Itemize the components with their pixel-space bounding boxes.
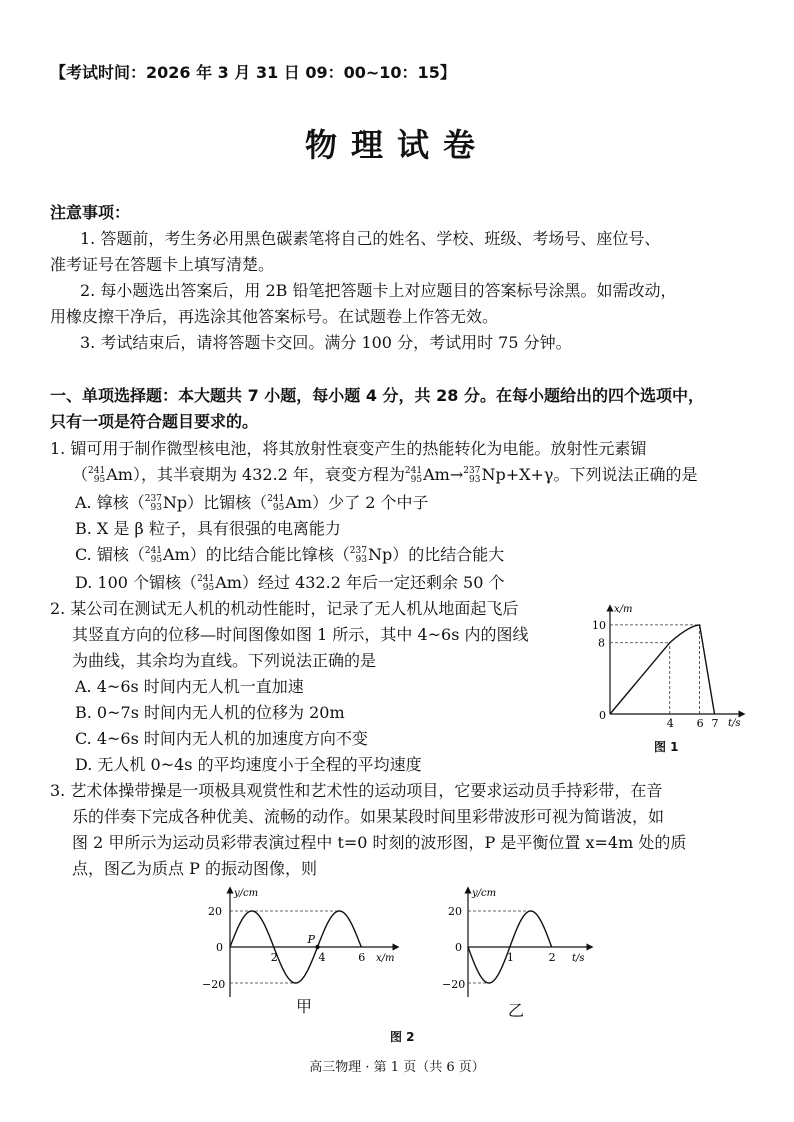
notice-item-1a: 1. 答题前，考生务必用黑色碳素笔将自己的姓名、学校、班级、考场号、座位号、	[80, 229, 661, 248]
fig1-xtick-6: 6	[696, 717, 704, 730]
fig2a-x-6: 6	[358, 951, 366, 964]
page-title: 物理试卷	[304, 126, 489, 164]
figure-2-right-label: 乙	[508, 1001, 525, 1020]
section1-heading-b: 只有一项是符合题目要求的。	[50, 412, 259, 431]
page-footer: 高三物理 · 第 1 页（共 6 页）	[309, 1060, 485, 1075]
fig2b-y-bot: −20	[442, 978, 466, 991]
notice-item-2b: 用橡皮擦干净后，再选涂其他答案标号。在试题卷上作答无效。	[50, 307, 499, 326]
q1-option-c: C. 镅核（ 241 95 Am）的比结合能比镎核（ 237 93 Np）的比结合能大	[75, 545, 505, 565]
fig2b-y-top: 20	[448, 905, 462, 918]
fig2a-x-4: 4	[318, 951, 326, 964]
figure-1-chart	[590, 598, 750, 758]
q1-option-a: A. 镎核（ 237 93 Np）比镅核（ 241 95 Am）少了 2 个中子	[75, 493, 429, 513]
q1-stem-line1: 1. 镅可用于制作微型核电池，将其放射性衰变产生的热能转化为电能。放射性元素镅	[50, 439, 647, 458]
fig2a-y-bot: −20	[202, 978, 226, 991]
fig2a-ylabel: y/cm	[234, 888, 259, 899]
q3-stem-line4: 点，图乙为质点 P 的振动图像，则	[72, 859, 317, 878]
fig2b-t-2: 2	[548, 951, 556, 964]
fig2a-y-zero: 0	[216, 941, 223, 954]
figure-2-caption: 图 2	[390, 1030, 415, 1044]
q1-stem-line2: （ 241 95 Am），其半衰期为 432.2 年，衰变方程为 241 95 Am→ 237 93 Np+X+γ。下列说法正确的是	[72, 465, 698, 485]
figure-2-vibration-chart	[440, 882, 600, 1007]
fig2b-ylabel: y/cm	[472, 888, 497, 899]
q3-stem-line3: 图 2 甲所示为运动员彩带表演过程中 t=0 时刻的波形图，P 是平衡位置 x=4m 处的质	[72, 833, 687, 852]
q1-option-d: D. 100 个镅核（ 241 95 Am）经过 432.2 年后一定还剩余 50 个	[75, 573, 505, 593]
figure-2-wave-chart	[196, 882, 406, 1007]
q2-option-b: B. 0~7s 时间内无人机的位移为 20m	[75, 703, 345, 722]
fig2a-point-label: P	[307, 933, 315, 946]
notice-heading: 注意事项：	[50, 203, 131, 222]
q2-stem-line1: 2. 某公司在测试无人机的机动性能时，记录了无人机从地面起飞后	[50, 599, 519, 618]
q1-option-b: B. X 是 β 粒子，具有很强的电离能力	[75, 519, 341, 538]
q2-option-d: D. 无人机 0~4s 的平均速度小于全程的平均速度	[75, 755, 422, 774]
fig1-origin: 0	[599, 709, 606, 722]
fig2a-x-2: 2	[270, 951, 278, 964]
section1-heading-a: 一、单项选择题：本大题共 7 小题，每小题 4 分，共 28 分。在每小题给出的四个选项中，	[50, 386, 704, 405]
fig1-xlabel: t/s	[728, 718, 741, 729]
fig1-curve	[610, 625, 715, 714]
fig2a-point-p	[315, 945, 319, 949]
q2-option-a: A. 4~6s 时间内无人机一直加速	[75, 677, 304, 696]
fig2b-y-zero: 0	[455, 941, 462, 954]
figure-2-left-label: 甲	[296, 997, 313, 1016]
q3-stem-line2: 乐的伴奏下完成各种优美、流畅的动作。如果某段时间里彩带波形可视为简谐波，如	[72, 807, 665, 826]
q2-stem-line3: 为曲线，其余均为直线。下列说法正确的是	[72, 651, 377, 670]
fig1-ytick-8: 8	[598, 636, 605, 650]
notice-item-2a: 2. 每小题选出答案后，用 2B 铅笔把答题卡上对应题目的答案标号涂黑。如需改动，	[80, 281, 677, 300]
fig1-xtick-4: 4	[666, 717, 674, 730]
fig1-ytick-10: 10	[592, 618, 606, 632]
figure-1-caption: 图 1	[654, 740, 679, 754]
q2-option-c: C. 4~6s 时间内无人机的加速度方向不变	[75, 729, 368, 748]
q3-stem-line1: 3. 艺术体操带操是一项极具观赏性和艺术性的运动项目，它要求运动员手持彩带，在音	[50, 781, 663, 800]
fig2a-xlabel: x/m	[376, 953, 395, 964]
notice-item-1b: 准考证号在答题卡上填写清楚。	[50, 255, 275, 274]
exam-time: 【考试时间：2026 年 3 月 31 日 09：00~10：15】	[50, 63, 456, 82]
fig1-ylabel: x/m	[614, 604, 633, 615]
fig1-xtick-7: 7	[711, 717, 719, 730]
q2-stem-line2: 其竖直方向的位移—时间图像如图 1 所示，其中 4~6s 内的图线	[72, 625, 529, 644]
fig2b-xlabel: t/s	[572, 953, 585, 964]
fig2b-t-1: 1	[506, 951, 514, 964]
fig2a-y-top: 20	[208, 905, 222, 918]
notice-item-3: 3. 考试结束后，请将答题卡交回。满分 100 分，考试用时 75 分钟。	[80, 333, 572, 352]
